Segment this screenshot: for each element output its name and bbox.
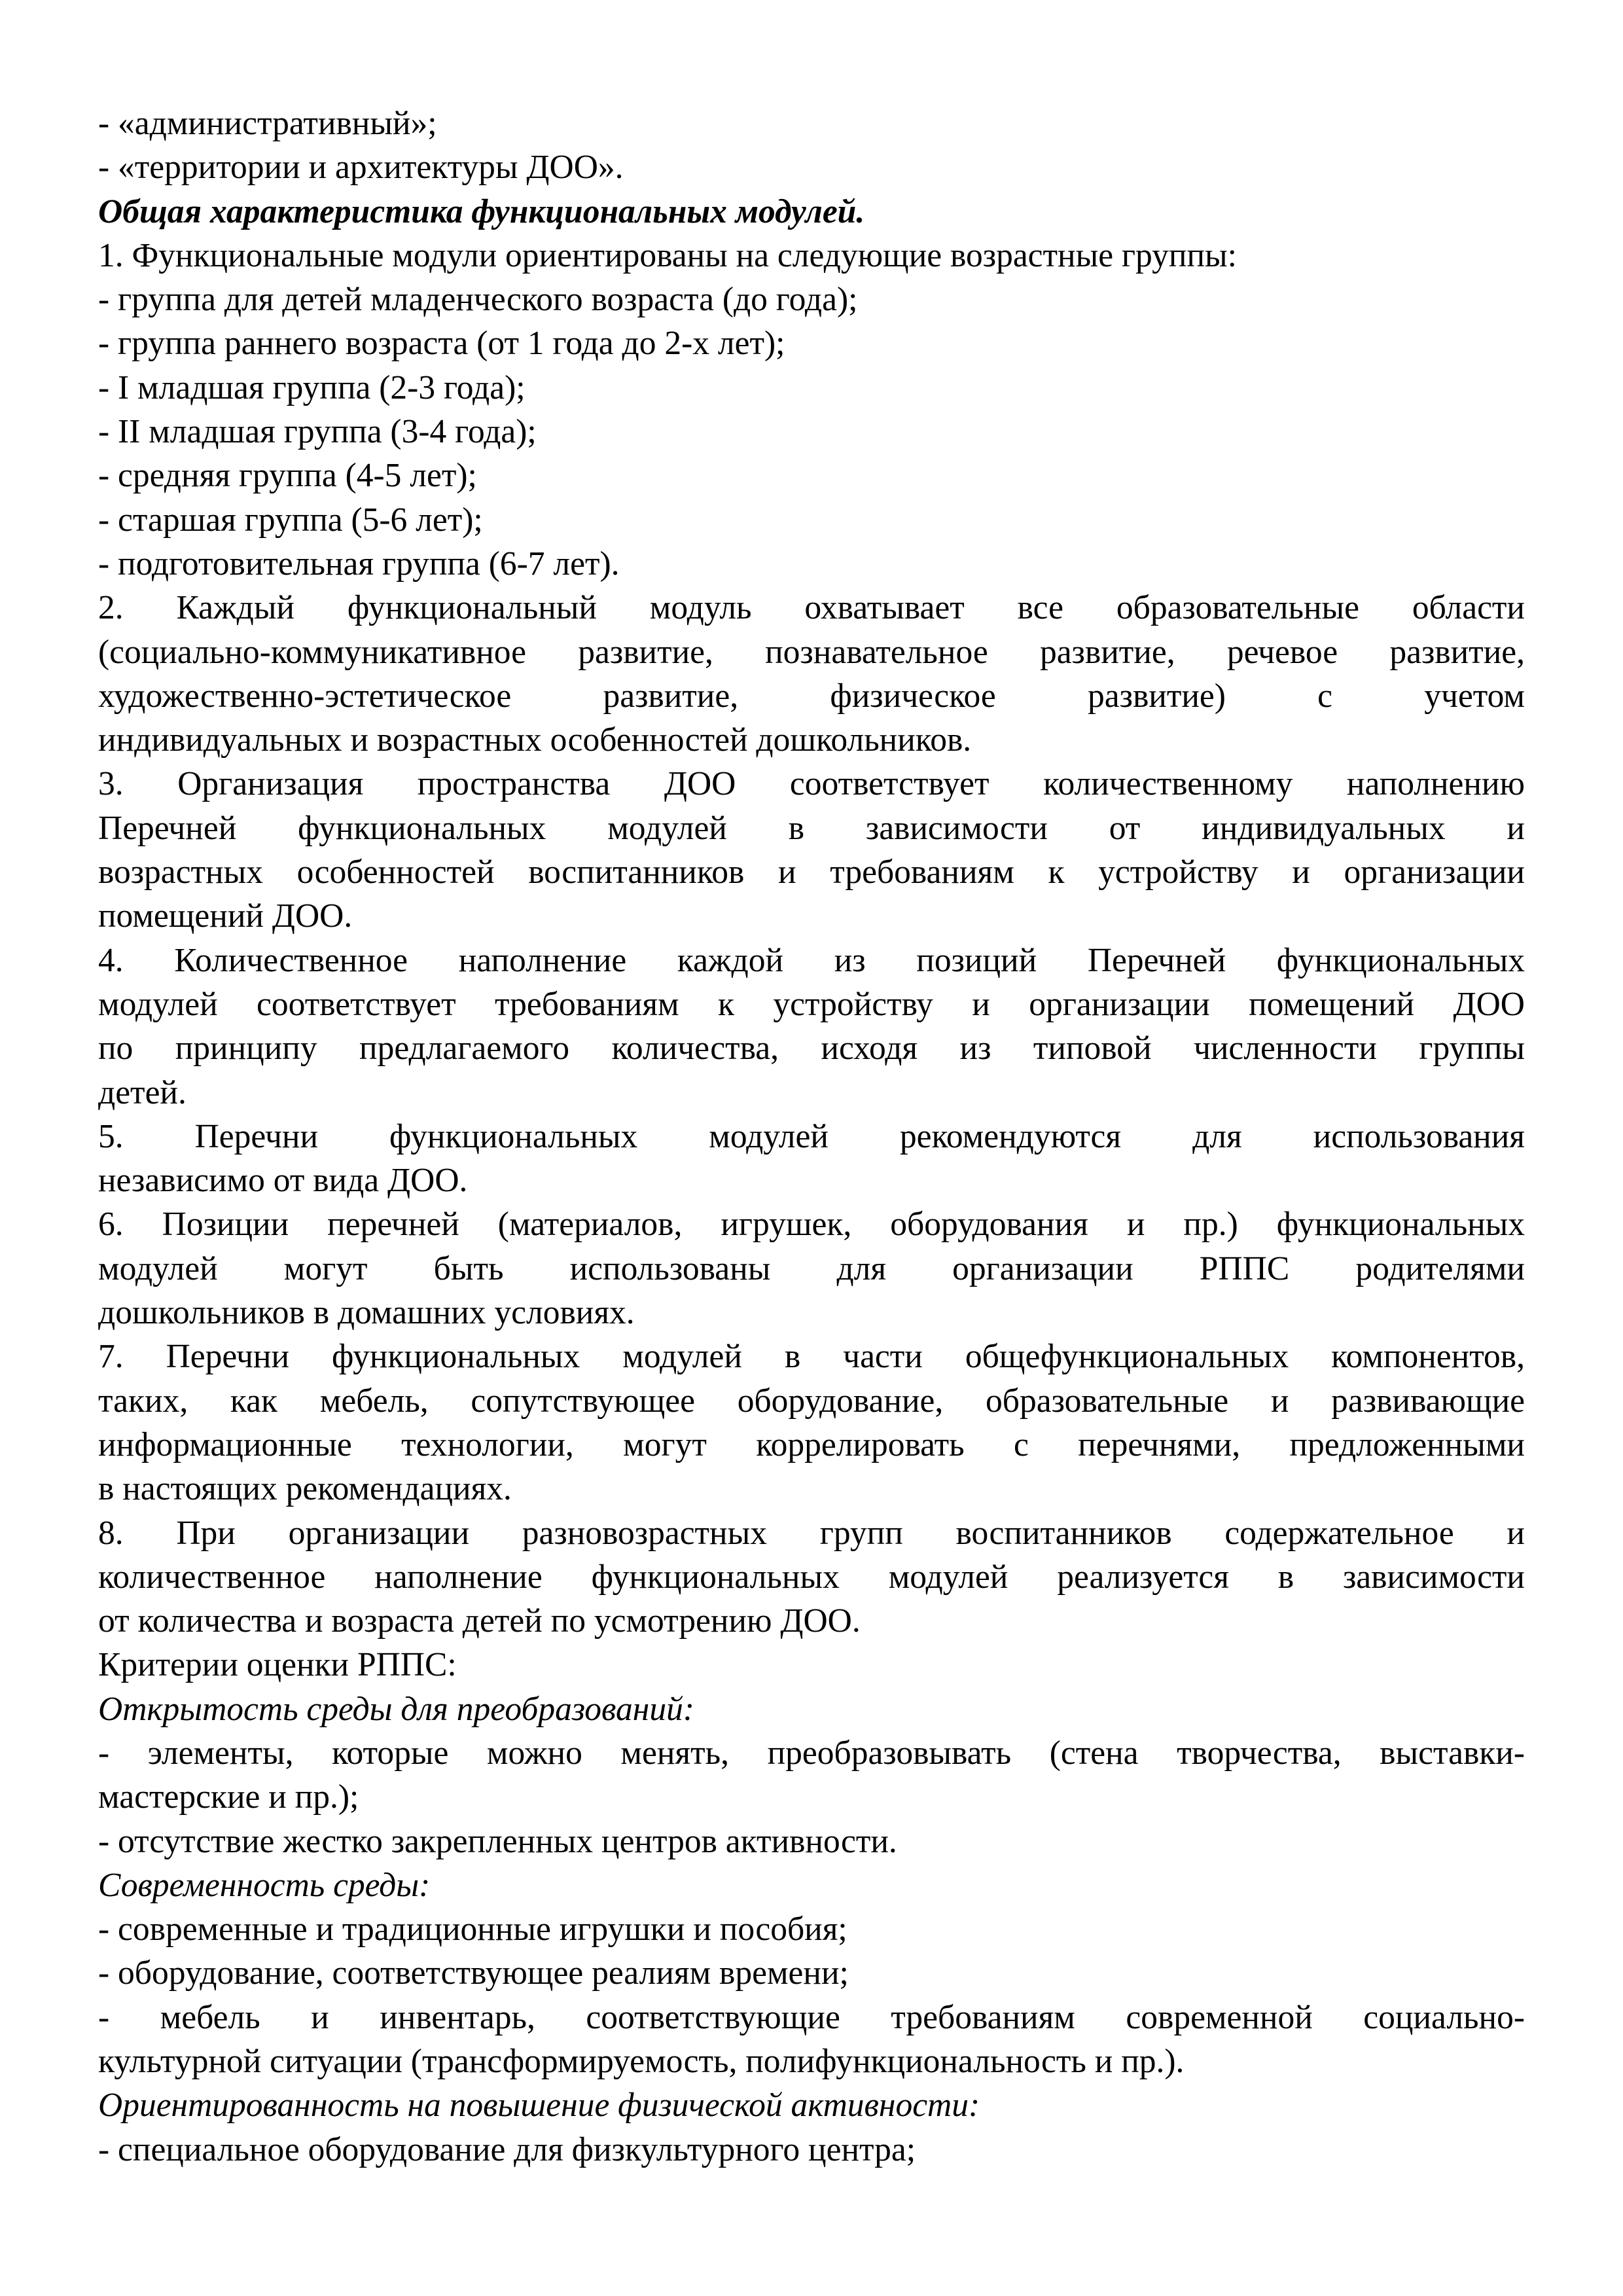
subsection-heading: Современность среды: bbox=[98, 1866, 431, 1904]
text-line: - современные и традиционные игрушки и пособия; bbox=[98, 1910, 847, 1948]
text-line: - II младшая группа (3-4 года); bbox=[98, 413, 537, 451]
text-line: количественное наполнение функциональных модулей реализуется в зависимости bbox=[98, 1558, 1525, 1596]
text-line: - элементы, которые можно менять, преобразовывать (стена творчества, выставки- bbox=[98, 1734, 1525, 1772]
text-line: 1. Функциональные модули ориентированы на следующие возрастные группы: bbox=[98, 236, 1237, 274]
text-line: культурной ситуации (трансформируемость, полифункциональность и пр.). bbox=[98, 2043, 1185, 2081]
text-line: таких, как мебель, сопутствующее оборудование, образовательные и развивающие bbox=[98, 1382, 1525, 1420]
text-line: - «административный»; bbox=[98, 105, 437, 142]
text-line: 8. При организации разновозрастных групп воспитанников содержательное и bbox=[98, 1514, 1525, 1552]
text-line: модулей могут быть использованы для организации РППС родителями bbox=[98, 1249, 1525, 1287]
text-line: по принципу предлагаемого количества, исходя из типовой численности группы bbox=[98, 1030, 1525, 1067]
text-line: 7. Перечни функциональных модулей в части общефункциональных компонентов, bbox=[98, 1338, 1525, 1376]
text-line: дошкольников в домашних условиях. bbox=[98, 1294, 635, 1332]
subsection-heading: Ориентированность на повышение физической активности: bbox=[98, 2087, 980, 2125]
text-line: (социально-коммуникативное развитие, познавательное развитие, речевое развитие, bbox=[98, 633, 1525, 671]
text-line: 4. Количественное наполнение каждой из позиций Перечней функциональных bbox=[98, 941, 1525, 979]
text-line: детей. bbox=[98, 1073, 187, 1111]
text-line: художественно-эстетическое развитие, физическое развитие) с учетом bbox=[98, 677, 1525, 715]
text-line: от количества и возраста детей по усмотрению ДОО. bbox=[98, 1602, 861, 1640]
section-heading: Общая характеристика функциональных модулей. bbox=[98, 192, 865, 230]
text-line: Перечней функциональных модулей в зависимости от индивидуальных и bbox=[98, 809, 1525, 847]
text-line: 5. Перечни функциональных модулей рекомендуются для использования bbox=[98, 1117, 1525, 1155]
document-page bbox=[98, 101, 1525, 2172]
text-line: 6. Позиции перечней (материалов, игрушек, оборудования и пр.) функциональных bbox=[98, 1206, 1525, 1244]
text-line: информационные технологии, могут коррелировать с перечнями, предложенными bbox=[98, 1426, 1525, 1463]
text-line: - группа раннего возраста (от 1 года до 2-х лет); bbox=[98, 325, 785, 363]
text-line: - I младшая группа (2-3 года); bbox=[98, 368, 526, 406]
text-line: 3. Организация пространства ДОО соответствует количественному наполнению bbox=[98, 765, 1525, 803]
text-line: помещений ДОО. bbox=[98, 897, 353, 935]
text-line: - группа для детей младенческого возраста (до года); bbox=[98, 281, 858, 319]
text-line: - специальное оборудование для физкультурного центра; bbox=[98, 2130, 916, 2168]
text-line: - старшая группа (5-6 лет); bbox=[98, 501, 483, 539]
text-line: Критерии оценки РППС: bbox=[98, 1646, 457, 1684]
text-line: в настоящих рекомендациях. bbox=[98, 1470, 512, 1508]
text-line: модулей соответствует требованиям к устройству и организации помещений ДОО bbox=[98, 985, 1525, 1023]
text-line: возрастных особенностей воспитанников и требованиям к устройству и организации bbox=[98, 853, 1525, 891]
text-line: - подготовительная группа (6-7 лет). bbox=[98, 545, 620, 583]
text-line: - отсутствие жестко закрепленных центров активности. bbox=[98, 1822, 897, 1860]
text-line: индивидуальных и возрастных особенностей дошкольников. bbox=[98, 721, 972, 759]
text-line: - средняя группа (4-5 лет); bbox=[98, 457, 477, 495]
text-line: мастерские и пр.); bbox=[98, 1778, 359, 1816]
subsection-heading: Открытость среды для преобразований: bbox=[98, 1690, 694, 1728]
text-line: 2. Каждый функциональный модуль охватывает все образовательные области bbox=[98, 589, 1525, 627]
text-line: - оборудование, соответствующее реалиям времени; bbox=[98, 1954, 849, 1992]
text-line: независимо от вида ДОО. bbox=[98, 1162, 468, 1200]
text-line: - «территории и архитектуры ДОО». bbox=[98, 149, 624, 187]
text-line: - мебель и инвентарь, соответствующие требованиям современной социально- bbox=[98, 1998, 1525, 2036]
